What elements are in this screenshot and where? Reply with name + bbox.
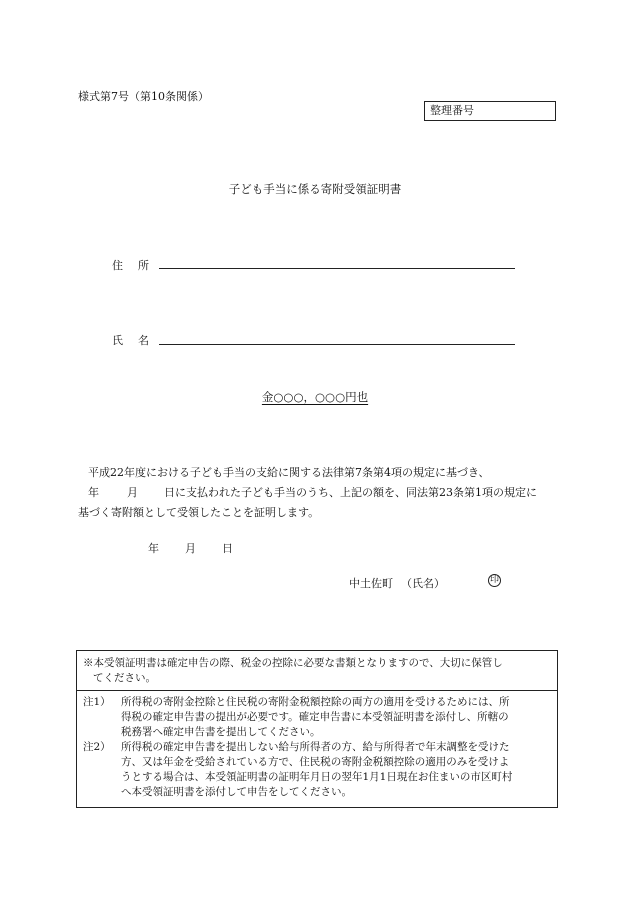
address-label-char-1: 住 [112,259,123,272]
date-line [148,540,233,556]
signer-line [349,575,445,591]
certification-body [78,463,537,523]
reference-number-label: 整理番号 [430,104,474,117]
note-1-line-2: 得税の確定申告書の提出が必要です。確定申告書に本受領証明書を添付し、所轄の [121,711,509,723]
body-year: 年 [88,486,99,499]
seal-mark-icon: 印 [489,575,499,585]
notice-main [77,651,557,691]
body-line-1: 平成22年度における子ども手当の支給に関する法律第7条第4項の規定に基づき、 [88,466,490,479]
note-2 [83,740,551,800]
name-label [112,332,149,348]
amount-text: 金○○○，○○○円也 [261,390,369,404]
note-1 [83,695,551,740]
date-day: 日 [222,542,233,555]
date-month: 月 [185,542,196,555]
note-2-line-4: へ本受領証明書を添付して申告をしてください。 [121,786,352,798]
note-2-label: 注2） [83,741,111,753]
body-line-2-rest: 日に支払われた子ども手当のうち、上記の額を、同法第23条第1項の規定に [164,486,537,499]
address-label-char-2: 所 [138,259,149,272]
body-month: 月 [127,486,138,499]
name-label-char-2: 名 [138,334,149,347]
address-input-line[interactable] [159,268,515,269]
notice-main-line-1: ※本受領証明書は確定申告の際、税金の控除に必要な書類となりますので、大切に保管し [83,657,503,669]
date-year: 年 [148,542,159,555]
amount-line [0,389,630,405]
body-line-3: 基づく寄附額として受領したことを証明します。 [78,506,320,519]
notice-box [76,650,558,808]
address-label [112,257,149,273]
signer-town: 中土佐町 [349,577,393,590]
note-2-line-3: うとする場合は、本受領証明書の証明年月日の翌年1月1日現在お住まいの市区町村 [121,771,513,783]
notice-main-line-2: てください。 [93,672,156,684]
document-title: 子ども手当に係る寄附受領証明書 [228,182,402,196]
name-input-line[interactable] [159,344,515,345]
reference-number-box[interactable] [424,101,556,121]
note-2-line-2: 方、又は年金を受給されている方で、住民税の寄附金税額控除の適用のみを受けよ [121,756,510,768]
note-2-line-1: 所得税の確定申告書を提出しない給与所得者の方、給与所得者で年末調整を受けた [121,741,510,753]
signer-name-label: （氏名） [401,577,445,590]
note-1-label: 注1） [83,696,111,708]
note-1-line-1: 所得税の寄附金控除と住民税の寄附金税額控除の両方の適用を受けるためには、所 [121,696,510,708]
name-label-char-1: 氏 [112,334,123,347]
notice-notes [77,691,557,800]
body-line-2 [78,483,537,503]
note-1-line-3: 税務署へ確定申告書を提出してください。 [121,726,321,738]
note-2-text [121,740,551,800]
form-number: 様式第7号（第10条関係） [78,90,209,103]
note-1-text [121,695,551,740]
